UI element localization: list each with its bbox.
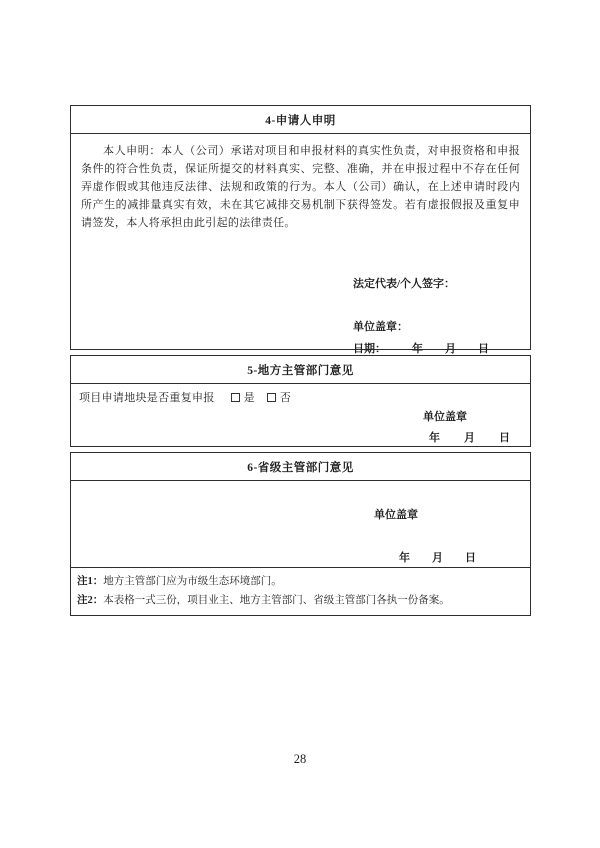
declaration-text: 本人申明：本人（公司）承诺对项目和申报材料的真实性负责，对申报资格和申报条件的符合性负责，保证所提交的材料真实、完整、准确，并在申报过程中不存在任何弄虚作假或其他违反法律、法规和政策的行为。本人（公司）确认，在上述申请时段内所产生的减排量真实有效，未在其它减排交易机制下获得签发。若有虚报假报及重复申请签发，本人将承担由此引起的法律责任。	[81, 145, 520, 229]
section6-title: 6-省级主管部门意见	[247, 462, 354, 474]
date-line	[353, 342, 489, 356]
section4-title: 4-申请人申明	[265, 115, 336, 127]
section6-header	[71, 453, 530, 481]
question-text: 项目申请地块是否重复申报	[79, 392, 215, 404]
section5-month-label: 月	[464, 432, 475, 444]
section5-unit-seal-label: 单位盖章	[423, 411, 467, 423]
checkbox-no[interactable]	[267, 393, 276, 402]
date-label: 日期：	[353, 343, 386, 355]
form-notes	[71, 567, 530, 615]
page-number: 28	[293, 752, 307, 766]
note-1	[77, 572, 524, 591]
duplicate-declaration-question	[79, 389, 522, 405]
section5-year-label: 年	[429, 432, 440, 444]
section4-applicant-declaration	[70, 105, 531, 355]
application-form	[70, 105, 531, 621]
section6-date-line	[399, 549, 476, 565]
note-1-label: 注1：	[77, 576, 104, 587]
note-2-label: 注2：	[77, 595, 104, 606]
year-label: 年	[412, 343, 423, 355]
note-1-text: 地方主管部门应为市级生态环境部门。	[103, 576, 282, 587]
section6-year-label: 年	[399, 552, 410, 564]
section4-body	[71, 134, 530, 355]
signature-block	[353, 277, 489, 356]
checkbox-yes[interactable]	[231, 393, 240, 402]
note-2-text: 本表格一式三份，项目业主、地方主管部门、省级主管部门各执一份备案。	[103, 595, 450, 606]
checkbox-no-label: 否	[279, 392, 292, 404]
section5-body	[71, 384, 530, 446]
section6-body	[71, 481, 530, 567]
section5-title: 5-地方主管部门意见	[247, 365, 354, 377]
note-2	[77, 591, 524, 610]
unit-seal-label: 单位盖章：	[353, 321, 408, 333]
checkbox-yes-label: 是	[243, 392, 255, 404]
section5-header	[71, 356, 530, 384]
day-label: 日	[478, 343, 489, 355]
signature-label: 法定代表/个人签字：	[353, 278, 456, 290]
month-label: 月	[445, 343, 456, 355]
section6-unit-seal-label: 单位盖章	[374, 509, 418, 521]
section5-date-line	[79, 429, 522, 445]
section6-day-label: 日	[465, 552, 476, 564]
section6-month-label: 月	[432, 552, 443, 564]
section4-header	[71, 106, 530, 134]
section6-provincial-authority-opinion	[70, 452, 531, 616]
section5-day-label: 日	[499, 432, 510, 444]
section5-local-authority-opinion	[70, 355, 531, 447]
